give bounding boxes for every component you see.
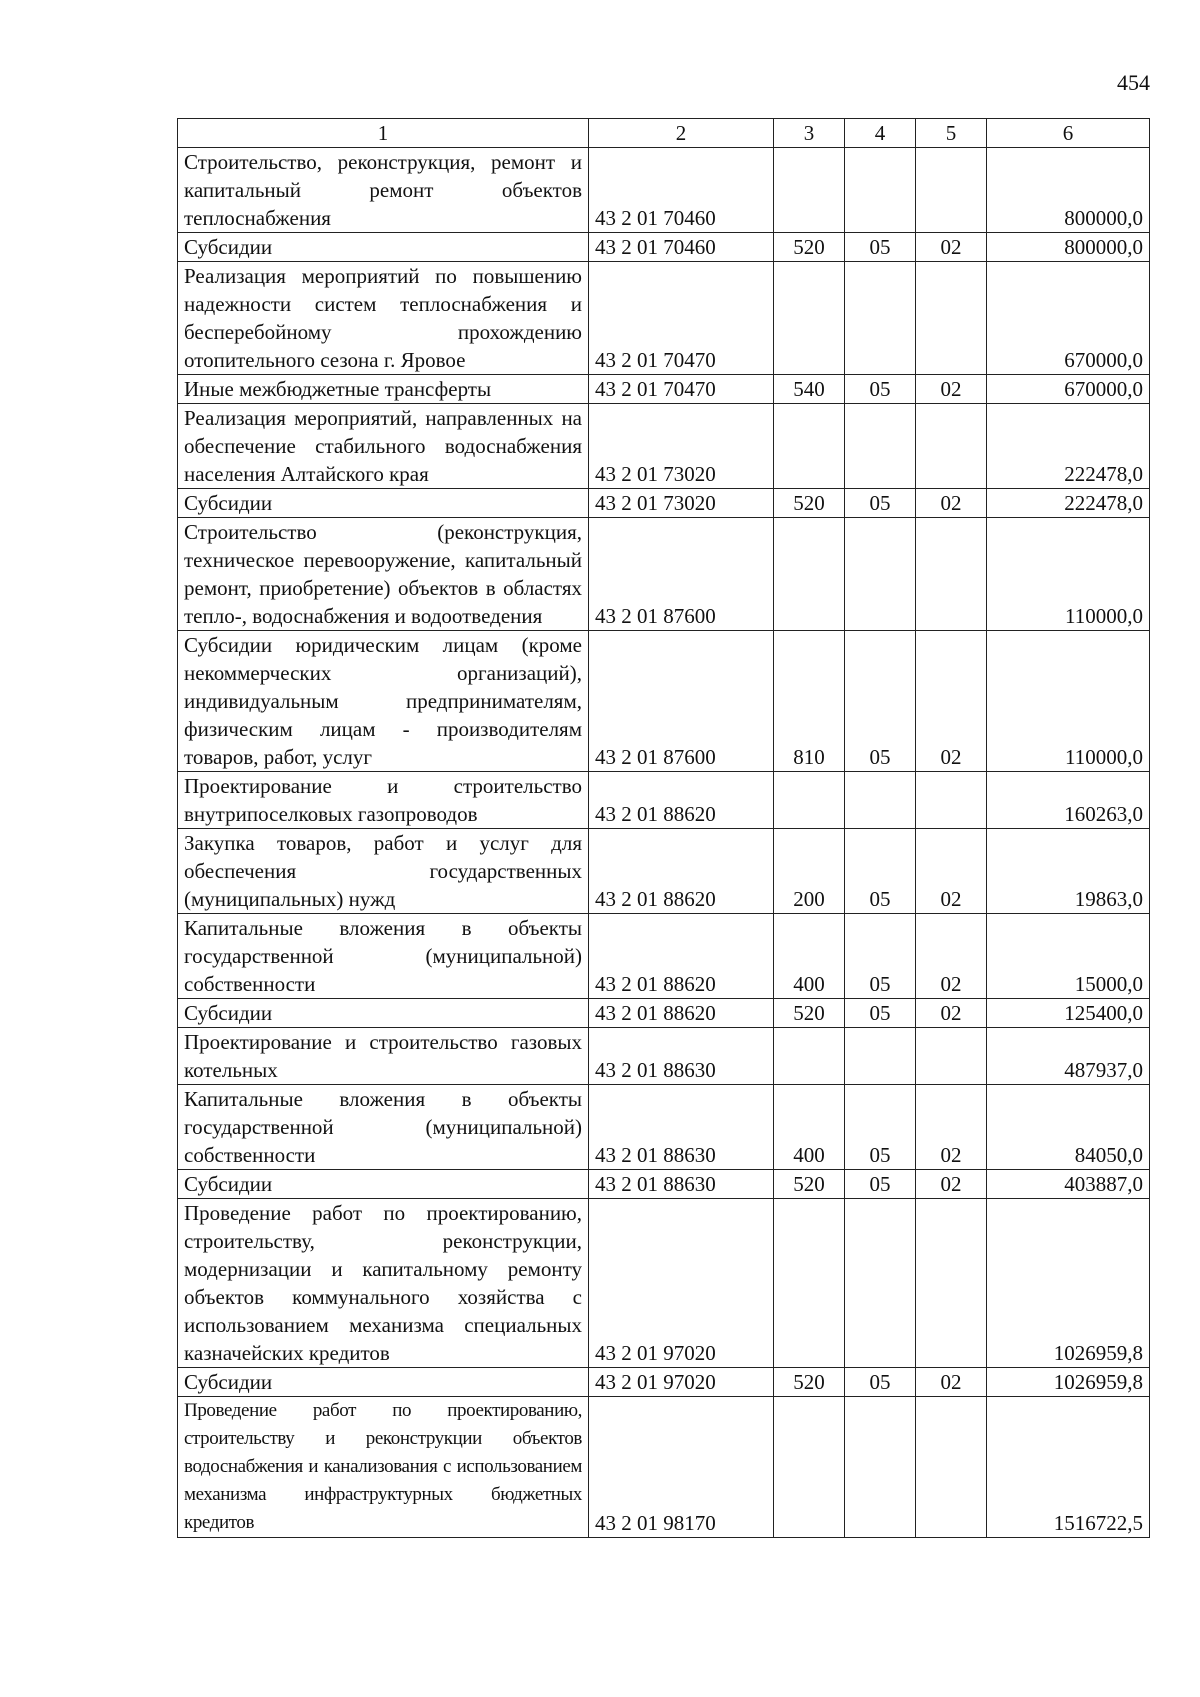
- table-row: [178, 631, 1150, 772]
- row-col3-cell: [774, 1028, 845, 1085]
- row-amount-cell: 110000,0: [987, 631, 1150, 772]
- row-amount-cell: 19863,0: [987, 829, 1150, 914]
- row-col5-cell: [916, 1397, 987, 1538]
- row-col4-cell: [845, 1028, 916, 1085]
- row-amount-cell: 403887,0: [987, 1170, 1150, 1199]
- header-col-3: 3: [774, 119, 845, 148]
- table-row: [178, 914, 1150, 999]
- row-name-cell: Закупка товаров, работ и услуг для обеспечения государственных (муниципальных) нужд: [178, 829, 589, 914]
- row-col3-cell: 400: [774, 1085, 845, 1170]
- row-code-cell: 43 2 01 88630: [589, 1170, 774, 1199]
- row-code-cell: 43 2 01 88620: [589, 772, 774, 829]
- row-amount-cell: 487937,0: [987, 1028, 1150, 1085]
- table-row: [178, 1397, 1150, 1538]
- row-code-cell: 43 2 01 70460: [589, 148, 774, 233]
- row-col3-cell: [774, 518, 845, 631]
- row-col5-cell: 02: [916, 489, 987, 518]
- row-col4-cell: [845, 1199, 916, 1368]
- row-col3-cell: [774, 1199, 845, 1368]
- row-amount-cell: 1026959,8: [987, 1368, 1150, 1397]
- row-col3-cell: 520: [774, 233, 845, 262]
- row-amount-cell: 110000,0: [987, 518, 1150, 631]
- table-row: [178, 1028, 1150, 1085]
- row-name-cell: Капитальные вложения в объекты государственной (муниципальной) собственности: [178, 914, 589, 999]
- row-amount-cell: 125400,0: [987, 999, 1150, 1028]
- row-col3-cell: 810: [774, 631, 845, 772]
- table-row: [178, 233, 1150, 262]
- row-name-cell: Проведение работ по проектированию, строительству, реконструкции, модернизации и капитальному ремонту объектов коммунального хозяйства с использованием механизма специальных казначейских кредитов: [178, 1199, 589, 1368]
- table-row: [178, 489, 1150, 518]
- row-name-cell: Строительство (реконструкция, техническое перевооружение, капитальный ремонт, приобретение) объектов в областях тепло-, водоснабжения и водоотведения: [178, 518, 589, 631]
- row-code-cell: 43 2 01 73020: [589, 404, 774, 489]
- row-col3-cell: 520: [774, 999, 845, 1028]
- row-col3-cell: 520: [774, 1368, 845, 1397]
- row-code-cell: 43 2 01 70470: [589, 262, 774, 375]
- row-amount-cell: 222478,0: [987, 404, 1150, 489]
- row-code-cell: 43 2 01 97020: [589, 1199, 774, 1368]
- row-code-cell: 43 2 01 70460: [589, 233, 774, 262]
- row-col5-cell: 02: [916, 829, 987, 914]
- row-name-cell: Иные межбюджетные трансферты: [178, 375, 589, 404]
- row-col4-cell: 05: [845, 1085, 916, 1170]
- row-col5-cell: 02: [916, 631, 987, 772]
- row-col4-cell: 05: [845, 489, 916, 518]
- row-amount-cell: 800000,0: [987, 233, 1150, 262]
- row-amount-cell: 160263,0: [987, 772, 1150, 829]
- row-col4-cell: [845, 518, 916, 631]
- row-col3-cell: 540: [774, 375, 845, 404]
- row-code-cell: 43 2 01 73020: [589, 489, 774, 518]
- row-col5-cell: 02: [916, 233, 987, 262]
- row-code-cell: 43 2 01 97020: [589, 1368, 774, 1397]
- row-col5-cell: [916, 772, 987, 829]
- row-col3-cell: [774, 1397, 845, 1538]
- row-col5-cell: 02: [916, 1170, 987, 1199]
- header-col-2: 2: [589, 119, 774, 148]
- row-name-cell: Проектирование и строительство газовых котельных: [178, 1028, 589, 1085]
- row-name-cell: Реализация мероприятий, направленных на обеспечение стабильного водоснабжения населения Алтайского края: [178, 404, 589, 489]
- row-code-cell: 43 2 01 88620: [589, 999, 774, 1028]
- row-col3-cell: 520: [774, 1170, 845, 1199]
- row-code-cell: 43 2 01 70470: [589, 375, 774, 404]
- row-col3-cell: 520: [774, 489, 845, 518]
- table-row: [178, 1199, 1150, 1368]
- row-col5-cell: 02: [916, 1368, 987, 1397]
- row-name-cell: Субсидии: [178, 233, 589, 262]
- row-code-cell: 43 2 01 88630: [589, 1085, 774, 1170]
- row-col3-cell: 400: [774, 914, 845, 999]
- row-col5-cell: 02: [916, 999, 987, 1028]
- header-col-4: 4: [845, 119, 916, 148]
- table-row: [178, 1368, 1150, 1397]
- row-amount-cell: 84050,0: [987, 1085, 1150, 1170]
- row-col4-cell: 05: [845, 1368, 916, 1397]
- row-col4-cell: 05: [845, 829, 916, 914]
- row-col3-cell: [774, 772, 845, 829]
- table-row: [178, 999, 1150, 1028]
- row-col4-cell: [845, 262, 916, 375]
- row-code-cell: 43 2 01 88620: [589, 829, 774, 914]
- row-name-cell: Строительство, реконструкция, ремонт и капитальный ремонт объектов теплоснабжения: [178, 148, 589, 233]
- row-col4-cell: 05: [845, 999, 916, 1028]
- row-amount-cell: 800000,0: [987, 148, 1150, 233]
- row-code-cell: 43 2 01 98170: [589, 1397, 774, 1538]
- row-col3-cell: 200: [774, 829, 845, 914]
- table-row: [178, 375, 1150, 404]
- row-col5-cell: [916, 404, 987, 489]
- row-col4-cell: [845, 404, 916, 489]
- header-col-1: 1: [178, 119, 589, 148]
- header-row: [178, 119, 1150, 148]
- header-col-5: 5: [916, 119, 987, 148]
- row-col4-cell: 05: [845, 375, 916, 404]
- table-row: [178, 1170, 1150, 1199]
- row-col5-cell: [916, 148, 987, 233]
- row-col4-cell: 05: [845, 233, 916, 262]
- row-col4-cell: 05: [845, 1170, 916, 1199]
- page-number: 454: [1117, 70, 1150, 95]
- row-col5-cell: 02: [916, 914, 987, 999]
- row-col3-cell: [774, 148, 845, 233]
- row-name-cell: Субсидии: [178, 1170, 589, 1199]
- row-col4-cell: [845, 1397, 916, 1538]
- row-col3-cell: [774, 404, 845, 489]
- table-row: [178, 518, 1150, 631]
- row-name-cell: Субсидии юридическим лицам (кроме некоммерческих организаций), индивидуальным предпринимателям, физическим лицам - производителям товаров, работ, услуг: [178, 631, 589, 772]
- row-amount-cell: 1516722,5: [987, 1397, 1150, 1538]
- row-col3-cell: [774, 262, 845, 375]
- row-col5-cell: [916, 262, 987, 375]
- header-col-6: 6: [987, 119, 1150, 148]
- table-row: [178, 148, 1150, 233]
- table-row: [178, 262, 1150, 375]
- row-code-cell: 43 2 01 88630: [589, 1028, 774, 1085]
- row-col4-cell: [845, 148, 916, 233]
- row-name-cell: Субсидии: [178, 1368, 589, 1397]
- row-amount-cell: 670000,0: [987, 375, 1150, 404]
- row-name-cell: Субсидии: [178, 999, 589, 1028]
- row-code-cell: 43 2 01 87600: [589, 518, 774, 631]
- budget-table: [177, 118, 1150, 1538]
- row-name-cell: Реализация мероприятий по повышению надежности систем теплоснабжения и бесперебойному прохождению отопительного сезона г. Яровое: [178, 262, 589, 375]
- table-row: [178, 772, 1150, 829]
- row-col5-cell: 02: [916, 375, 987, 404]
- row-name-cell: Капитальные вложения в объекты государственной (муниципальной) собственности: [178, 1085, 589, 1170]
- row-code-cell: 43 2 01 87600: [589, 631, 774, 772]
- row-col5-cell: [916, 1199, 987, 1368]
- row-amount-cell: 15000,0: [987, 914, 1150, 999]
- row-amount-cell: 1026959,8: [987, 1199, 1150, 1368]
- table-row: [178, 829, 1150, 914]
- row-col5-cell: [916, 1028, 987, 1085]
- table-row: [178, 404, 1150, 489]
- row-name-cell: Проектирование и строительство внутрипоселковых газопроводов: [178, 772, 589, 829]
- row-col5-cell: [916, 518, 987, 631]
- row-amount-cell: 222478,0: [987, 489, 1150, 518]
- row-amount-cell: 670000,0: [987, 262, 1150, 375]
- row-code-cell: 43 2 01 88620: [589, 914, 774, 999]
- row-col4-cell: 05: [845, 631, 916, 772]
- row-name-cell: Проведение работ по проектированию, строительству и реконструкции объектов водоснабжения и канализования с использованием механизма инфраструктурных бюджетных кредитов: [178, 1397, 589, 1538]
- row-col5-cell: 02: [916, 1085, 987, 1170]
- table-row: [178, 1085, 1150, 1170]
- row-name-cell: Субсидии: [178, 489, 589, 518]
- row-col4-cell: [845, 772, 916, 829]
- row-col4-cell: 05: [845, 914, 916, 999]
